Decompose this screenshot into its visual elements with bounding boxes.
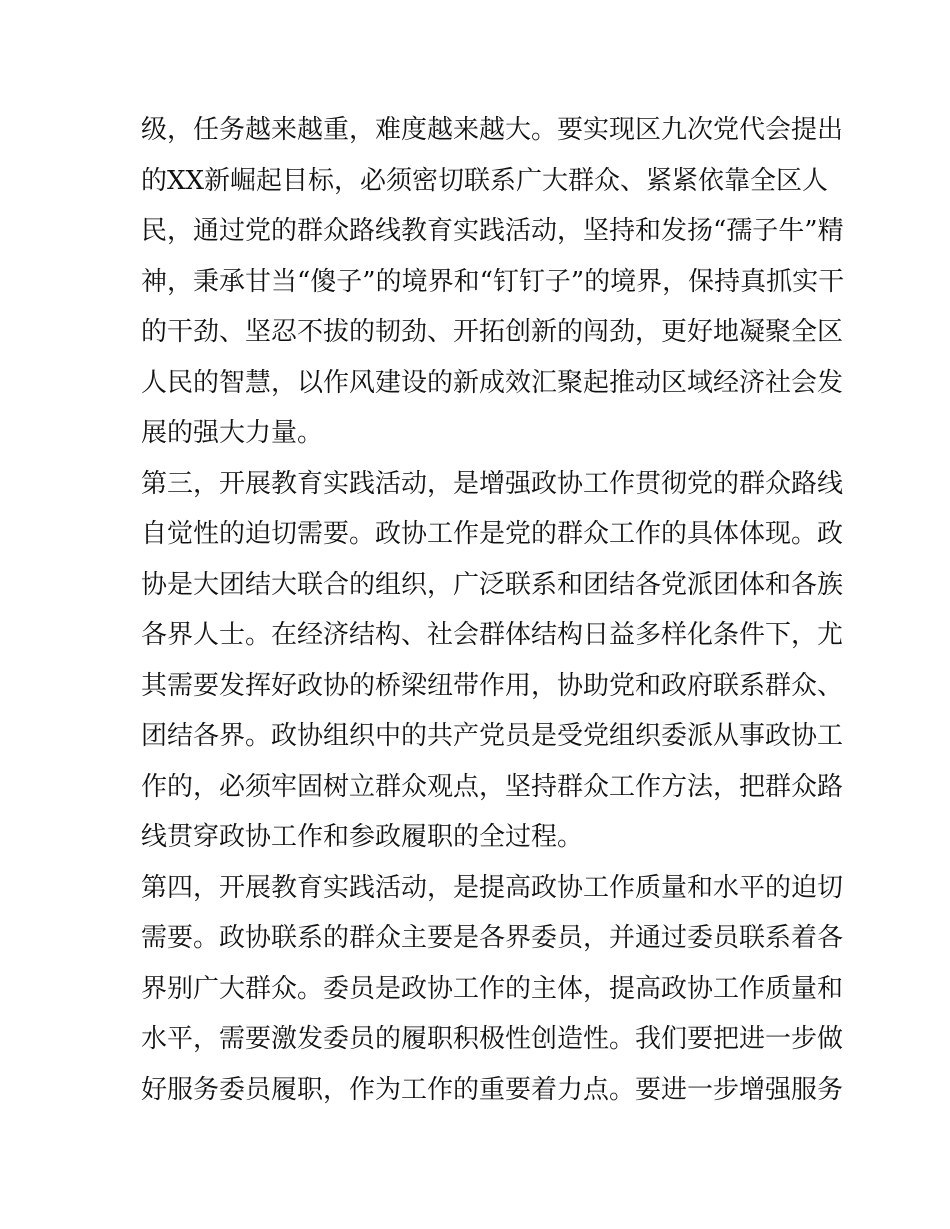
text-line: 好服务委员履职，作为工作的重要着力点。要进一步增强服务 [141,1074,844,1105]
text-line: 作的，必须牢固树立群众观点，坚持群众工作方法，把群众路 [141,771,844,802]
text-line: 界别广大群众。委员是政协工作的主体，提高政协工作质量和 [141,973,844,1004]
paragraph-end-line: 展的强大力量。 [141,418,324,448]
text-line: 需要。政协联系的群众主要是各界委员，并通过委员联系着各 [141,923,844,953]
text-line: 级，任务越来越重，难度越来越大。要实现区九次党代会提出 [141,115,844,145]
text-line: 各界人士。在经济结构、社会群体结构日益多样化条件下，尤 [141,620,844,650]
text-line: 团结各界。政协组织中的共产党员是受党组织委派从事政协工 [141,721,844,751]
text-line: 水平，需要激发委员的履职积极性创造性。我们要把进一步做 [141,1024,844,1054]
text-line: 自觉性的迫切需要。政协工作是党的群众工作的具体体现。政 [141,519,844,549]
body-text [141,105,845,1115]
text-line: 民，通过党的群众路线教育实践活动，坚持和发扬“孺子牛”精 [141,216,844,246]
text-line: 的XX新崛起目标，必须密切联系广大群众、紧紧依靠全区人 [141,165,829,196]
text-line: 其需要发挥好政协的桥梁纽带作用，协助党和政府联系群众、 [141,670,844,701]
text-line: 的干劲、坚忍不拔的韧劲、开拓创新的闯劲，更好地凝聚全区 [141,317,844,347]
text-line: 人民的智慧，以作风建设的新成效汇聚起推动区域经济社会发 [141,367,844,398]
text-line: 第三，开展教育实践活动，是增强政协工作贯彻党的群众路线 [141,468,844,499]
text-line: 第四，开展教育实践活动，是提高政协工作质量和水平的迫切 [141,872,844,903]
paragraph-end-line: 线贯穿政协工作和参政履职的全过程。 [141,822,584,852]
text-line: 协是大团结大联合的组织，广泛联系和团结各党派团体和各族 [141,569,844,600]
text-line: 神，秉承甘当“傻子”的境界和“钉钉子”的境界，保持真抓实干 [141,266,845,297]
